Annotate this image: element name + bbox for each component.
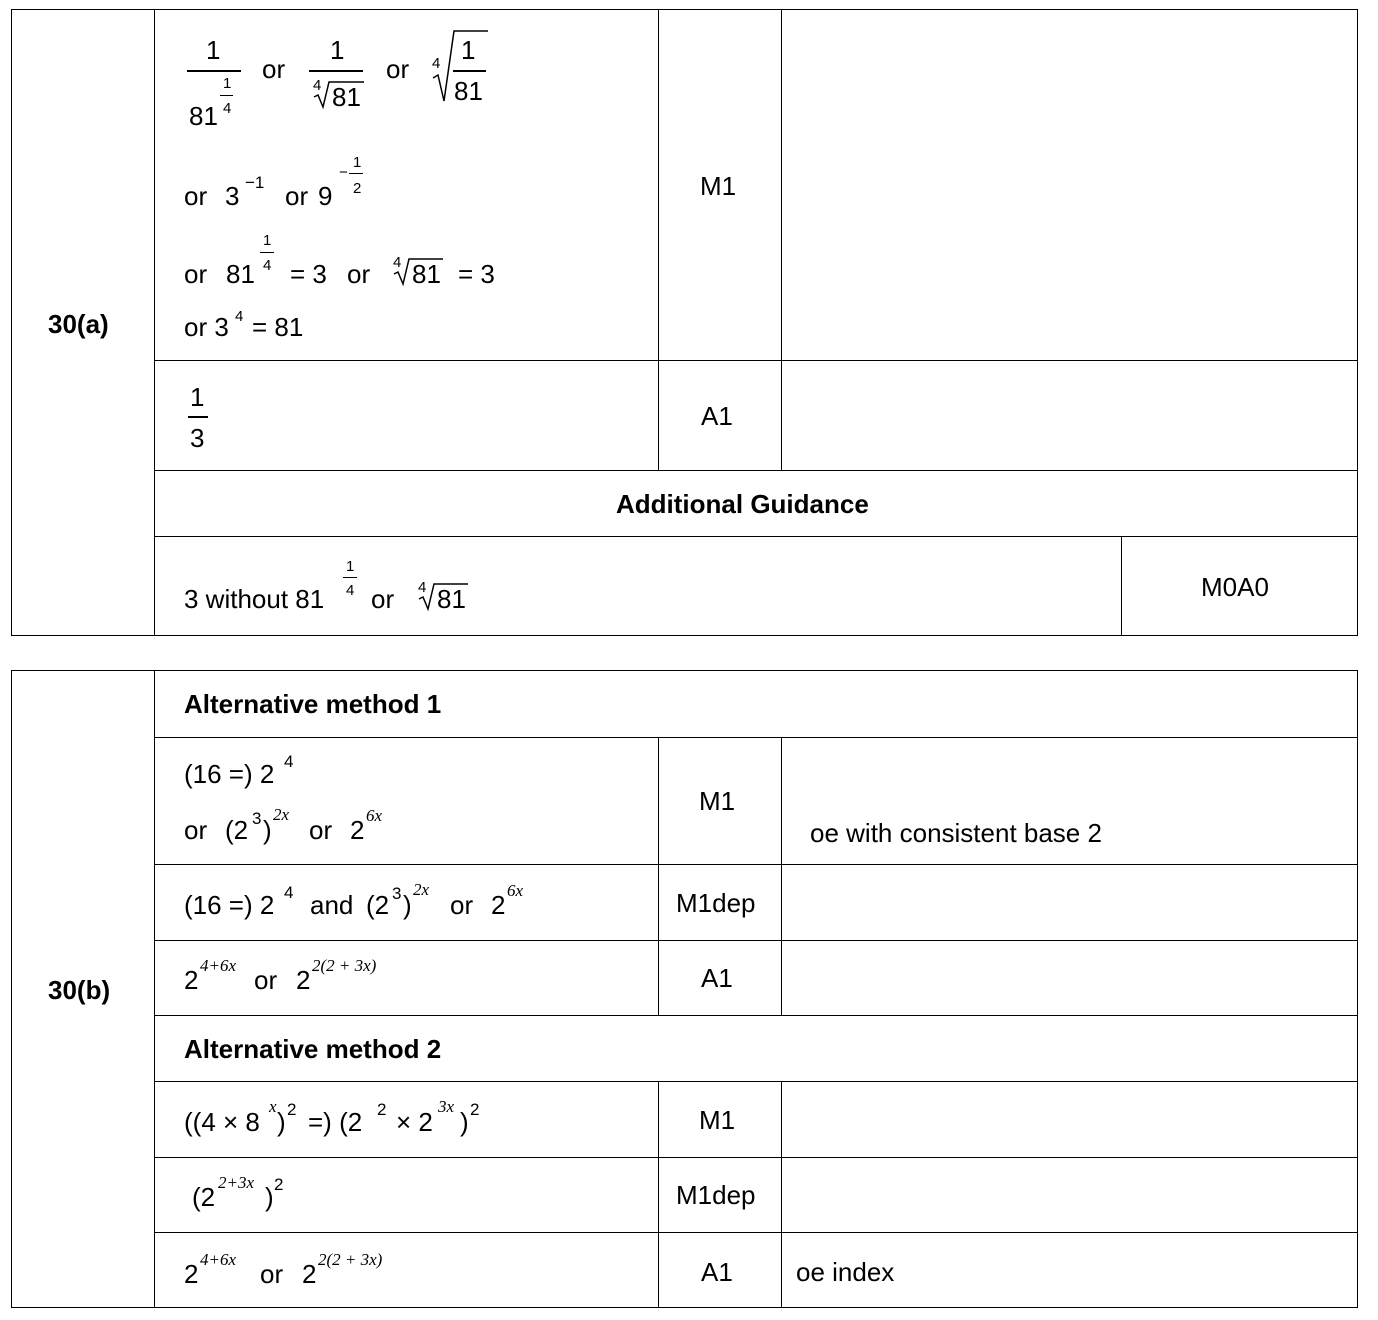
mark: M0A0 [1201, 572, 1269, 602]
expression: (16 =) 2 [184, 759, 275, 789]
expression: ) [263, 815, 272, 845]
question-label: 30(a) [48, 309, 109, 339]
exponent-denominator: 4 [346, 582, 355, 599]
exponent: 2 [287, 1100, 297, 1119]
expression: =) (2 [308, 1107, 363, 1137]
frac-numerator: 1 [206, 35, 221, 65]
exponent: 4+6x [200, 1250, 237, 1269]
exponent: 3 [252, 809, 262, 828]
root-index: 4 [313, 77, 322, 94]
mark: A1 [701, 401, 733, 431]
comment: oe index [796, 1257, 895, 1287]
mark: A1 [701, 963, 733, 993]
exponent: 2 [274, 1175, 284, 1194]
mark: M1dep [676, 1180, 756, 1210]
radicand: 81 [437, 584, 466, 614]
or-text: or [254, 965, 278, 995]
exponent: 2(2 + 3x) [312, 956, 377, 975]
expression: (2 [192, 1182, 216, 1212]
mark: M1 [700, 171, 737, 201]
expression: (2 [366, 890, 390, 920]
expression: (16 =) 2 [184, 890, 275, 920]
exponent: 2x [273, 805, 290, 824]
exponent: 4 [235, 308, 244, 325]
frac-numerator: 1 [461, 35, 476, 65]
or-text: or [285, 181, 309, 211]
answer-denominator: 3 [190, 423, 205, 453]
frac-denominator: 81 [454, 76, 483, 106]
exponent: 2(2 + 3x) [318, 1250, 383, 1269]
expression: ) [277, 1107, 286, 1137]
base: 2 [350, 815, 365, 845]
base: 2 [296, 965, 311, 995]
exponent-numerator: 1 [223, 75, 232, 92]
exponent-numerator: 1 [263, 232, 272, 249]
exponent-denominator: 4 [223, 100, 232, 117]
equation-prefix: or 3 [184, 312, 229, 342]
exponent: 3x [438, 1097, 455, 1116]
question-label: 30(b) [48, 975, 111, 1005]
or-text: or [386, 54, 410, 84]
mark: M1dep [676, 888, 756, 918]
mark: A1 [701, 1257, 733, 1287]
base: 2 [184, 1259, 199, 1289]
root-index: 4 [432, 55, 441, 72]
or-text: or [260, 1259, 284, 1289]
or-text: or [371, 584, 395, 614]
equation-result: = 3 [458, 259, 495, 289]
base: 2 [302, 1259, 317, 1289]
exponent: 2x [413, 880, 430, 899]
base: 3 [225, 181, 240, 211]
exponent-sign: − [339, 164, 348, 181]
exponent-denominator: 2 [353, 180, 362, 197]
expression: ((4 × 8 [184, 1107, 260, 1137]
expression: ) [460, 1107, 469, 1137]
expression: (2 [225, 815, 249, 845]
guidance-heading: Additional Guidance [616, 489, 869, 519]
root-index: 4 [393, 254, 402, 271]
base: 2 [184, 965, 199, 995]
expression: ) [403, 890, 412, 920]
exponent: −1 [245, 173, 265, 192]
exponent: 4+6x [200, 956, 237, 975]
base: 81 [226, 259, 255, 289]
or-text: or [262, 54, 286, 84]
exponent: 6x [507, 881, 524, 900]
or-text: or [184, 259, 208, 289]
base: 2 [491, 890, 506, 920]
exponent: x [269, 1097, 277, 1116]
radicand: 81 [412, 259, 441, 289]
guidance-text: 3 without 81 [184, 584, 325, 614]
frac-numerator: 1 [330, 35, 345, 65]
frac-denominator-base: 81 [189, 101, 218, 131]
or-text: or [309, 815, 333, 845]
and-text: and [310, 890, 354, 920]
exponent: 4 [284, 883, 294, 902]
answer-numerator: 1 [190, 382, 205, 412]
equation-result: = 3 [290, 259, 327, 289]
exponent: 2+3x [218, 1173, 255, 1192]
method-heading: Alternative method 2 [184, 1034, 442, 1064]
or-text: or [450, 890, 474, 920]
exponent-numerator: 1 [346, 558, 355, 575]
exponent: 2 [377, 1100, 387, 1119]
exponent: 2 [470, 1100, 480, 1119]
comment: oe with consistent base 2 [810, 818, 1102, 848]
equation-suffix: = 81 [252, 312, 304, 342]
base: 9 [318, 181, 333, 211]
exponent: 4 [284, 752, 294, 771]
method-heading: Alternative method 1 [184, 689, 442, 719]
or-text: or [347, 259, 371, 289]
expression: ) [265, 1182, 274, 1212]
mark: M1 [699, 1105, 736, 1135]
exponent: 6x [366, 806, 383, 825]
expression: × 2 [396, 1107, 433, 1137]
or-text: or [184, 815, 208, 845]
mark: M1 [699, 786, 736, 816]
exponent-denominator: 4 [263, 257, 272, 274]
radicand: 81 [332, 82, 361, 112]
exponent-numerator: 1 [353, 154, 362, 171]
exponent: 3 [392, 884, 402, 903]
root-index: 4 [418, 579, 427, 596]
or-text: or [184, 181, 208, 211]
